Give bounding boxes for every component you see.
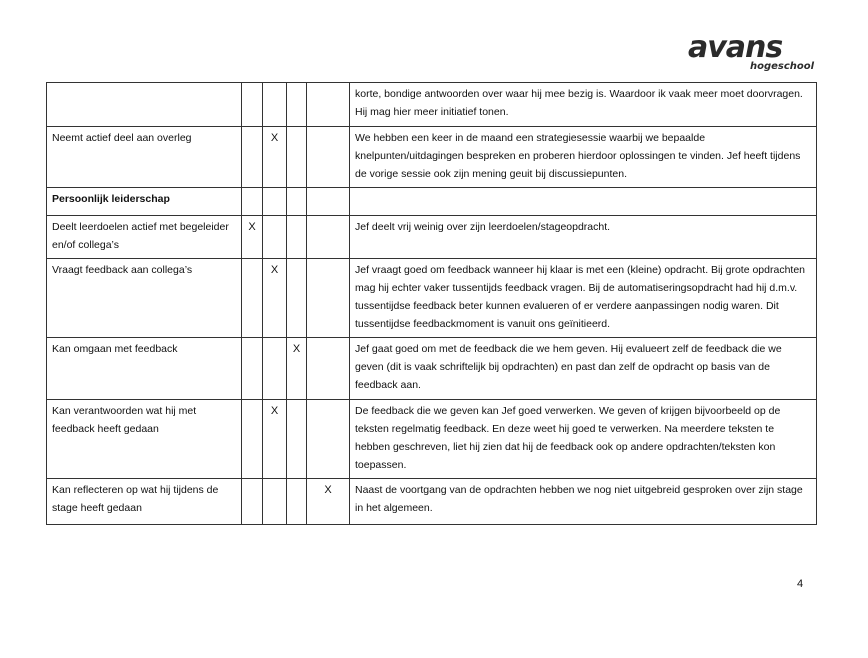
- score-cell: [263, 216, 287, 259]
- score-cell: X: [242, 216, 263, 259]
- criterion-label: Kan verantwoorden wat hij met feedback heeft gedaan: [47, 400, 242, 479]
- score-cell: [242, 188, 263, 216]
- section-heading: Persoonlijk leiderschap: [47, 188, 242, 216]
- score-cell: X: [287, 338, 307, 400]
- criterion-label: [47, 83, 242, 127]
- score-cell: [263, 479, 287, 525]
- score-cell: X: [263, 127, 287, 188]
- score-cell: [242, 127, 263, 188]
- avans-logo: [688, 30, 818, 77]
- table-row: [47, 338, 817, 400]
- score-cell: [263, 188, 287, 216]
- score-cell: [242, 479, 263, 525]
- criterion-label: Vraagt feedback aan collega’s: [47, 259, 242, 338]
- score-cell: [307, 259, 350, 338]
- table-row: [47, 479, 817, 525]
- criterion-label: Kan omgaan met feedback: [47, 338, 242, 400]
- score-cell: [263, 83, 287, 127]
- comment-cell: Jef gaat goed om met de feedback die we hem geven. Hij evalueert zelf de feedback die we geven (dit is vaak schriftelijk bij opdrachten) en past dan zelf de opdracht op basis van de feedback aan.: [350, 338, 817, 400]
- score-cell: X: [263, 259, 287, 338]
- score-cell: [242, 83, 263, 127]
- score-cell: [287, 188, 307, 216]
- score-cell: [287, 127, 307, 188]
- score-cell: [287, 259, 307, 338]
- score-cell: [242, 259, 263, 338]
- comment-cell: Naast de voortgang van de opdrachten hebben we nog niet uitgebreid gesproken over zijn stage in het algemeen.: [350, 479, 817, 525]
- table-row: [47, 259, 817, 338]
- score-cell: [307, 188, 350, 216]
- score-cell: [287, 400, 307, 479]
- table-row: [47, 400, 817, 479]
- page-number: 4: [797, 578, 804, 590]
- criterion-label: Deelt leerdoelen actief met begeleider en/of collega’s: [47, 216, 242, 259]
- score-cell: X: [263, 400, 287, 479]
- comment-cell: korte, bondige antwoorden over waar hij mee bezig is. Waardoor ik vaak meer moet doorvragen. Hij mag hier meer initiatief tonen.: [350, 83, 817, 127]
- score-cell: [287, 479, 307, 525]
- section-row: [47, 188, 817, 216]
- score-cell: [307, 400, 350, 479]
- score-cell: [242, 338, 263, 400]
- criterion-label: Kan reflecteren op wat hij tijdens de stage heeft gedaan: [47, 479, 242, 525]
- score-cell: [307, 338, 350, 400]
- comment-cell: We hebben een keer in de maand een strategiesessie waarbij we bepaalde knelpunten/uitdagingen bespreken en proberen hierdoor oplossingen te vinden. Jef heeft tijdens de vorige sessie ook zijn mening geuit bij discussiepunten.: [350, 127, 817, 188]
- comment-cell: De feedback die we geven kan Jef goed verwerken. We geven of krijgen bijvoorbeeld op de teksten regelmatig feedback. En deze weet hij goed te verwerken. Na meerdere teksten te hebben geschreven, liet hij zien dat hij de feedback ook op andere opdrachten/teksten kon toepassen.: [350, 400, 817, 479]
- score-cell: [307, 127, 350, 188]
- comment-cell: Jef deelt vrij weinig over zijn leerdoelen/stageopdracht.: [350, 216, 817, 259]
- score-cell: [307, 216, 350, 259]
- score-cell: [263, 338, 287, 400]
- table-row: [47, 127, 817, 188]
- table-row: [47, 216, 817, 259]
- logo-subtitle: hogeschool: [750, 61, 815, 72]
- score-cell: [242, 400, 263, 479]
- criterion-label: Neemt actief deel aan overleg: [47, 127, 242, 188]
- comment-cell: Jef vraagt goed om feedback wanneer hij klaar is met een (kleine) opdracht. Bij grote opdrachten mag hij echter vaker tussentijds feedback vragen. Bij de automatiseringsopdracht had hij d.m.v. tussentijdse feedback beter kunnen evalueren of er verdere aanpassingen nodig waren. Dit tussentijdse feedbackmoment is vanuit ons geïnitieerd.: [350, 259, 817, 338]
- score-cell: X: [307, 479, 350, 525]
- score-cell: [287, 83, 307, 127]
- score-cell: [307, 83, 350, 127]
- comment-cell: [350, 188, 817, 216]
- score-cell: [287, 216, 307, 259]
- logo-wordmark: avans: [688, 30, 783, 65]
- table-row: [47, 83, 817, 127]
- evaluation-table: [46, 82, 817, 525]
